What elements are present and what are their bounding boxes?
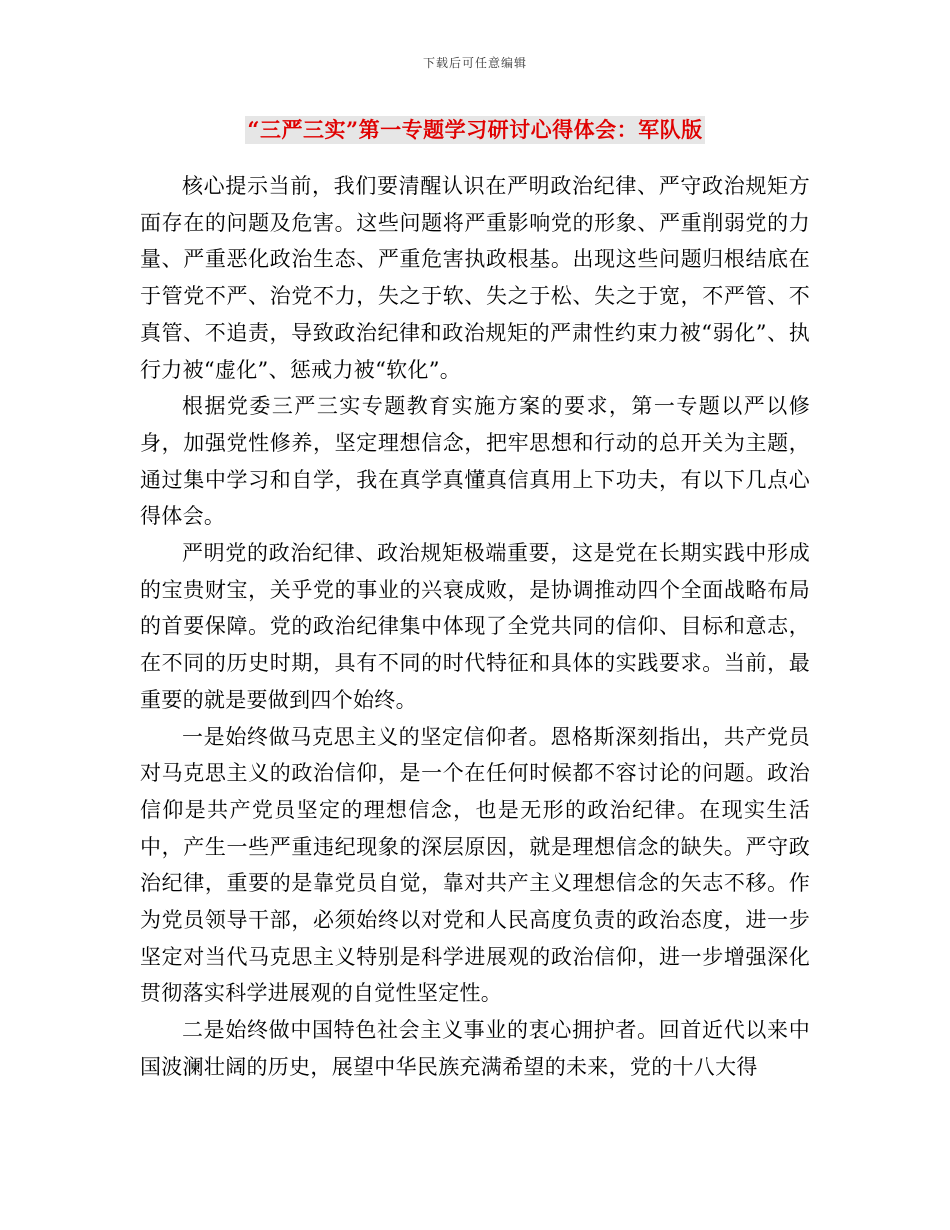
paragraph: 一是始终做马克思主义的坚定信仰者。恩格斯深刻指出，共产党员对马克思主义的政治信仰，是一个在任何时候都不容讨论的问题。政治信仰是共产党员坚定的理想信念，也是无形的政治纪律。在现实生活中，产生一些严重违纪现象的深层原因，就是理想信念的缺失。严守政治纪律，重要的是靠党员自觉，靠对共产主义理想信念的矢志不移。作为党员领导干部，必须始终以对党和人民高度负责的政治态度，进一步坚定对当代马克思主义特别是科学进展观的政治信仰，进一步增强深化贯彻落实科学进展观的自觉性坚定性。 xyxy=(140,724,810,1006)
paragraph: 严明党的政治纪律、政治规矩极端重要，这是党在长期实践中形成的宝贵财宝，关乎党的事业的兴衰成败，是协调推动四个全面战略布局的首要保障。党的政治纪律集中体现了全党共同的信仰、目标和意志，在不同的历史时期，具有不同的时代特征和具体的实践要求。当前，最重要的就是要做到四个始终。 xyxy=(140,541,810,712)
title-container xyxy=(0,116,950,144)
paragraph: 二是始终做中国特色社会主义事业的衷心拥护者。回首近代以来中国波澜壮阔的历史，展望中华民族充满希望的未来，党的十八大得 xyxy=(140,1018,810,1079)
header-note: 下载后可任意编辑 xyxy=(422,56,527,70)
document-title: “三严三实”第一专题学习研讨心得体会：军队版 xyxy=(247,117,703,142)
paragraph: 根据党委三严三实专题教育实施方案的要求，第一专题以严以修身，加强党性修养，坚定理想信念，把牢思想和行动的总开关为主题，通过集中学习和自学，我在真学真懂真信真用上下功夫，有以下几点心得体会。 xyxy=(140,394,810,529)
document-body xyxy=(140,168,810,1086)
paragraph: 核心提示当前，我们要清醒认识在严明政治纪律、严守政治规矩方面存在的问题及危害。这些问题将严重影响党的形象、严重削弱党的力量、严重恶化政治生态、严重危害执政根基。出现这些问题归根结底在于管党不严、治党不力，失之于软、失之于松、失之于宽，不严管、不真管、不追责，导致政治纪律和政治规矩的严肃性约束力被“弱化”、执行力被“虚化”、惩戒力被“软化”。 xyxy=(140,174,810,382)
